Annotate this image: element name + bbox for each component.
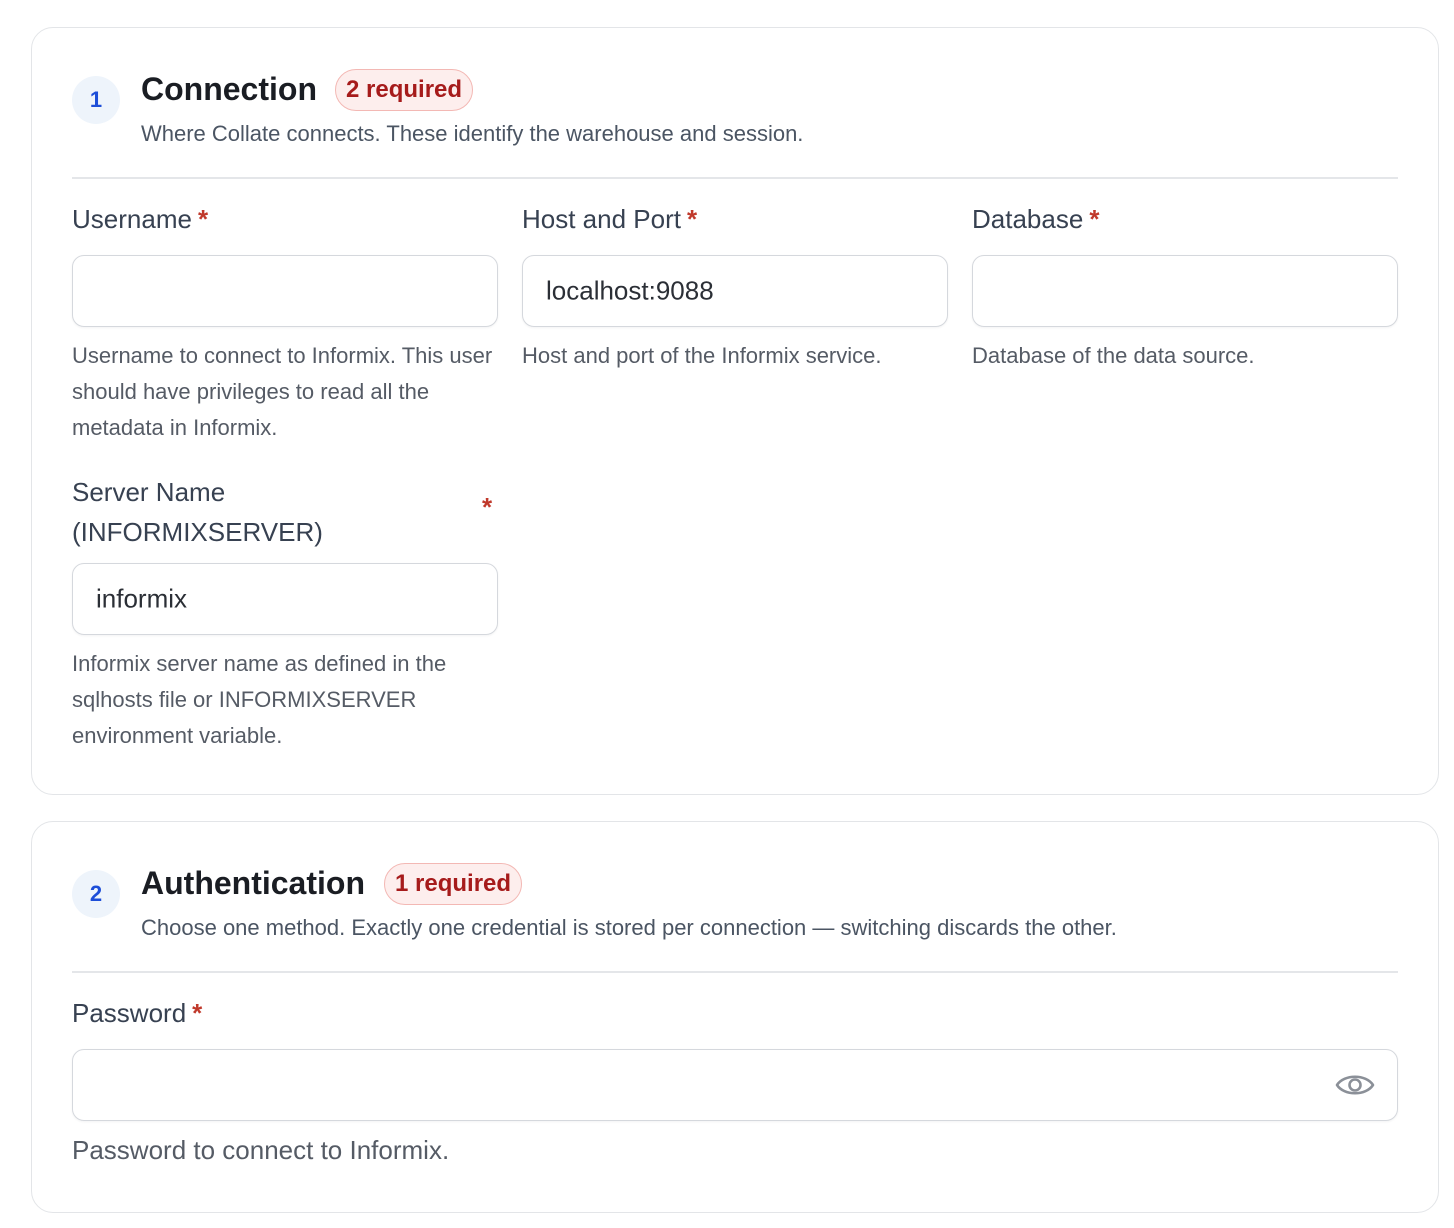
required-asterisk: *: [197, 204, 209, 234]
server-name-help-text: Informix server name as defined in the sqlhosts file or INFORMIXSERVER environment variable.: [72, 651, 447, 748]
required-asterisk: *: [686, 204, 698, 234]
host-port-field-group: [522, 204, 948, 368]
step-number: 1: [72, 76, 120, 124]
database-field-group: [972, 204, 1398, 368]
username-input[interactable]: [72, 255, 498, 327]
server-name-input[interactable]: [72, 563, 498, 635]
database-input[interactable]: [972, 255, 1398, 327]
section-description: Choose one method. Exactly one credential is stored per connection — switching discards the other.: [141, 915, 1117, 940]
section-divider: [72, 177, 1398, 179]
authentication-section: [31, 821, 1439, 1213]
password-input[interactable]: [72, 1049, 1398, 1121]
required-count-badge: 1 required: [384, 863, 522, 905]
server-name-field-group: [72, 472, 498, 748]
section-title: Authentication: [141, 865, 365, 901]
database-label: Database *: [972, 204, 1100, 234]
username-help-text: Username to connect to Informix. This user should have privileges to read all the metadata in Informix.: [72, 343, 493, 440]
host-port-label: Host and Port *: [522, 204, 698, 234]
host-port-help-text: Host and port of the Informix service.: [522, 343, 882, 368]
required-asterisk: *: [1089, 204, 1100, 234]
required-asterisk: *: [192, 998, 203, 1028]
required-asterisk: *: [482, 492, 493, 522]
password-field-group: [72, 998, 1398, 1165]
host-port-input[interactable]: [522, 255, 948, 327]
section-description: Where Collate connects. These identify the warehouse and session.: [141, 121, 804, 146]
username-field-group: [72, 204, 498, 440]
section-divider: [72, 971, 1398, 973]
server-name-label: Server Name (INFORMIXSERVER): [72, 477, 323, 547]
database-help-text: Database of the data source.: [972, 343, 1255, 368]
username-label: Username *: [72, 204, 209, 234]
password-label: Password *: [72, 998, 203, 1028]
connection-section: [31, 27, 1439, 795]
server-name-value: informix: [96, 583, 188, 614]
required-count-badge: 2 required: [335, 69, 473, 111]
host-port-value: localhost:9088: [546, 275, 714, 306]
password-help-text: Password to connect to Informix.: [72, 1135, 450, 1165]
section-title: Connection: [141, 71, 317, 107]
step-number: 2: [72, 870, 120, 918]
eye-icon[interactable]: [1335, 1070, 1375, 1100]
